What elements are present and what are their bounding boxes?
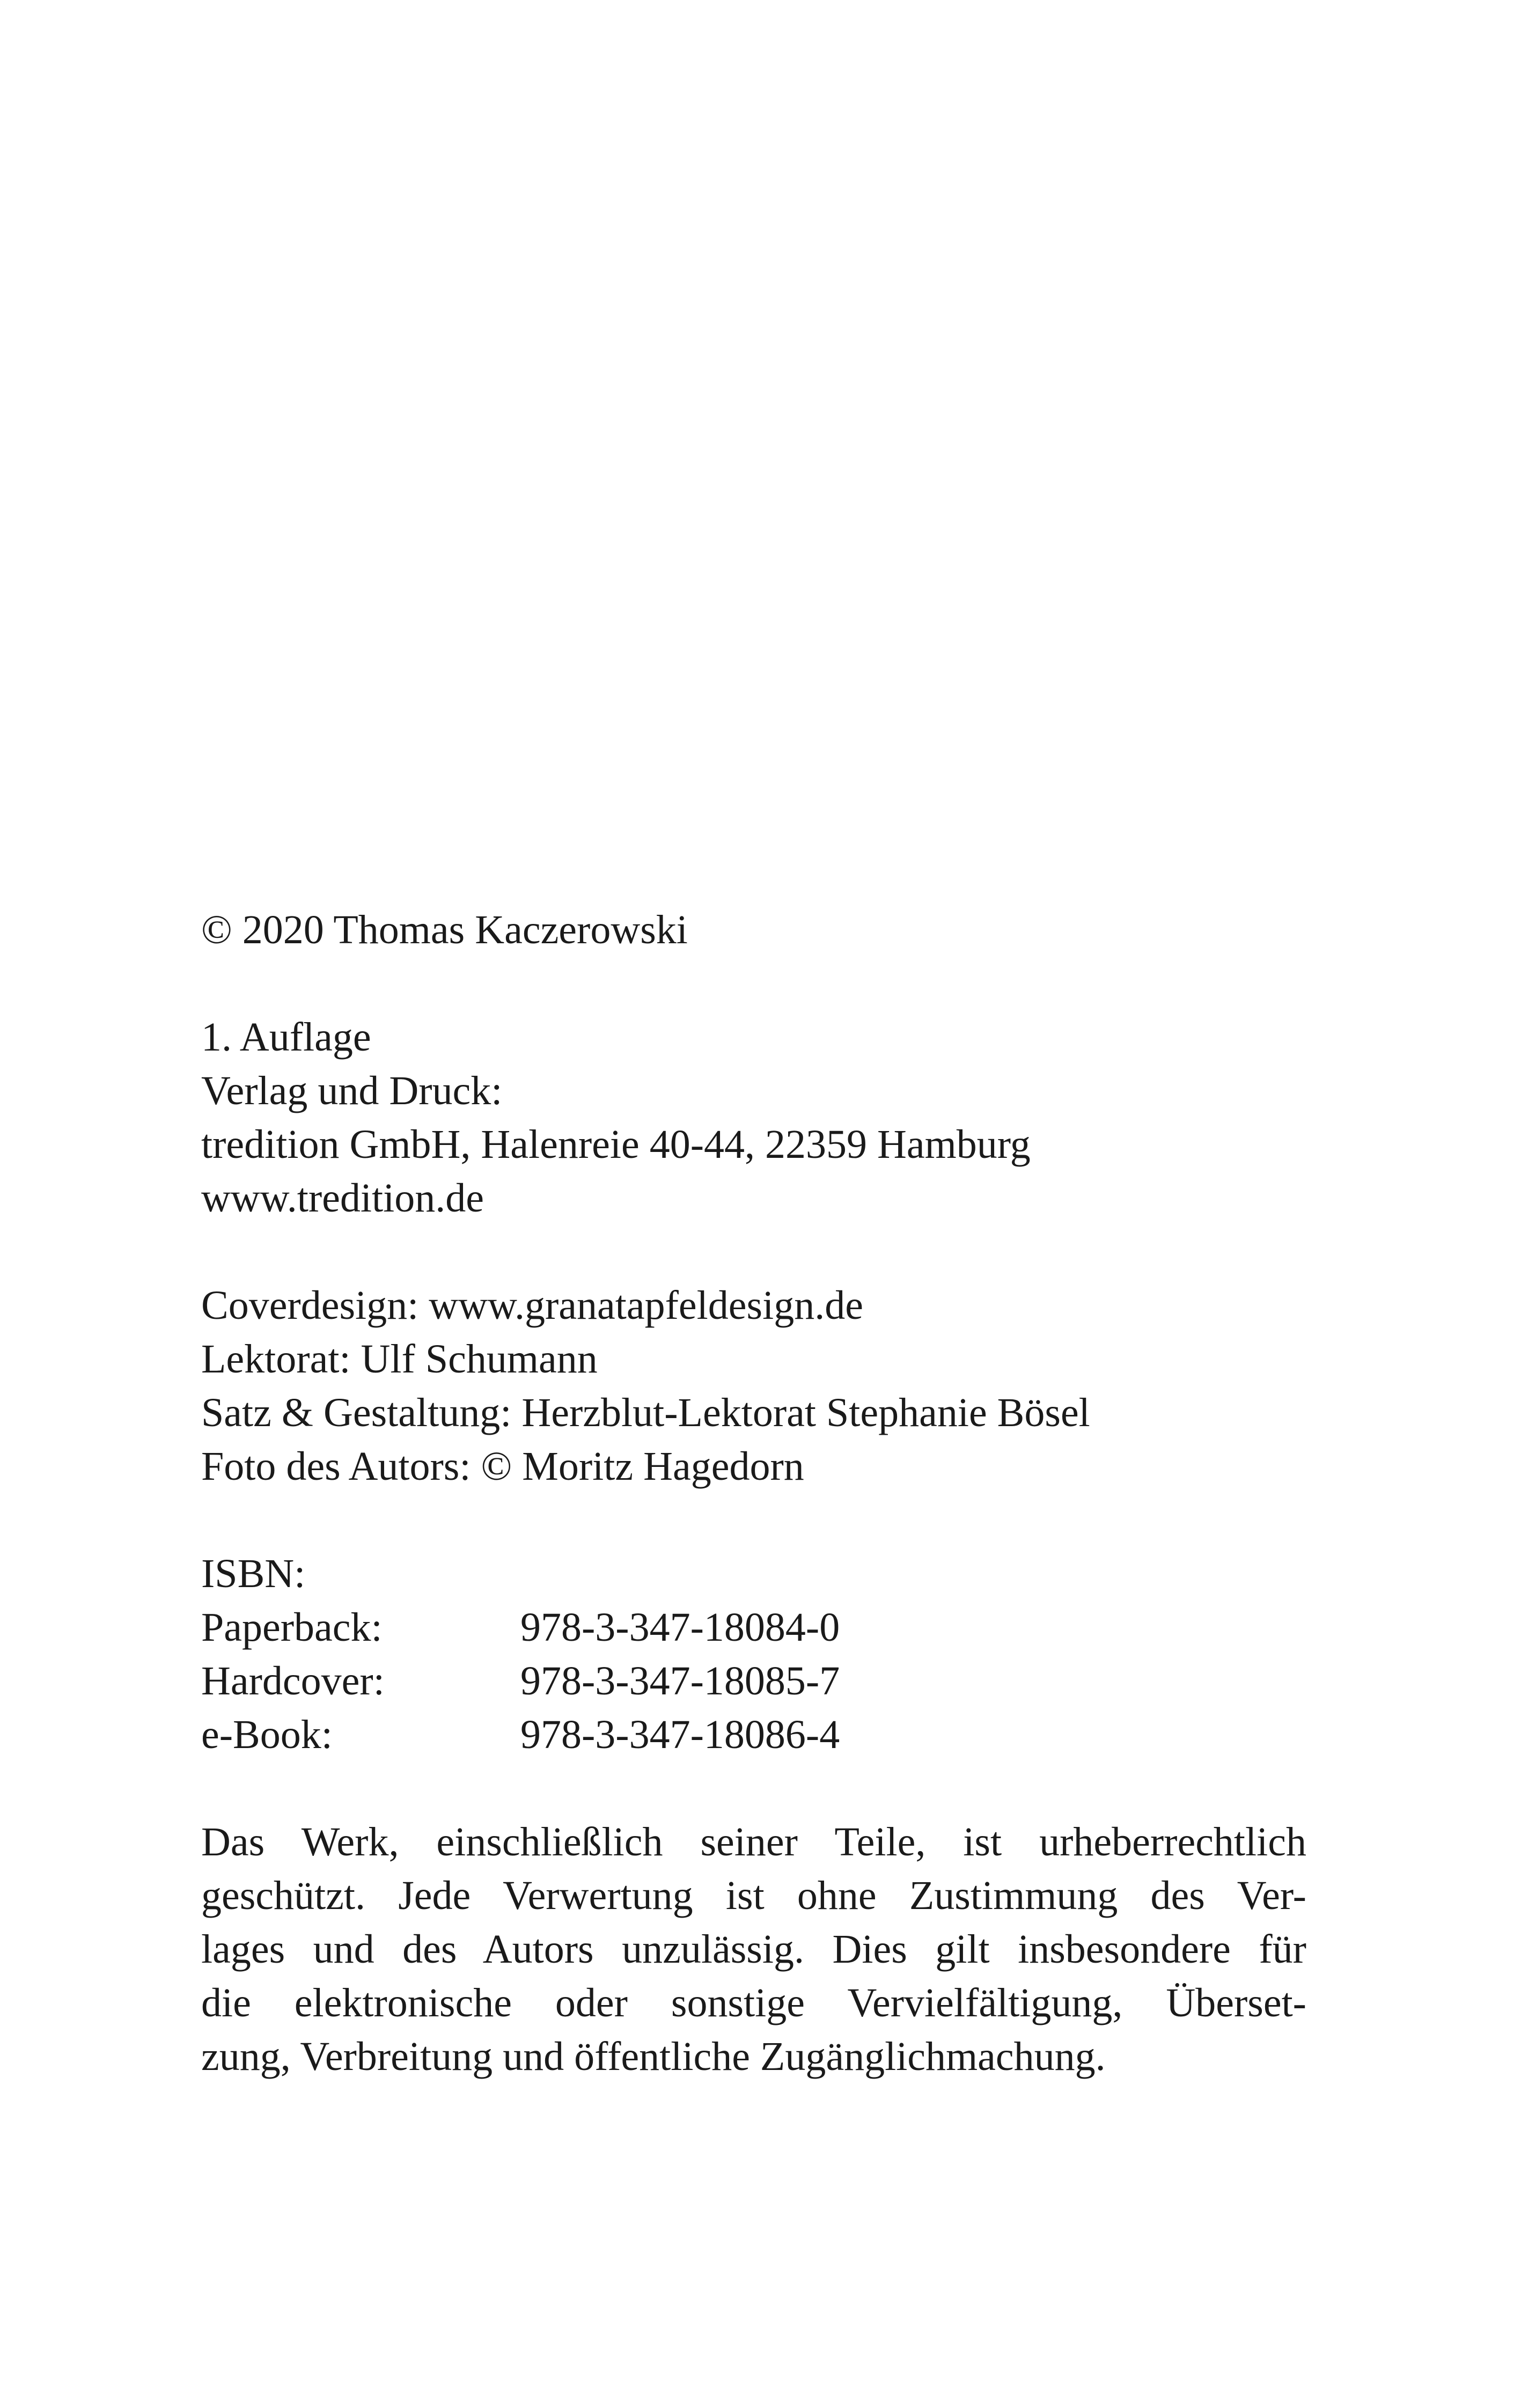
isbn-number: 978-3-347-18085-7 — [520, 1658, 840, 1704]
notice-line: Das Werk, einschließlich seiner Teile, ist urheberrechtlich — [201, 1819, 1306, 1864]
isbn-label: Hardcover: — [201, 1658, 385, 1704]
credits-block — [201, 1279, 1306, 1493]
spacer — [201, 1225, 1306, 1279]
imprint-block — [201, 903, 1306, 2083]
credit-author-photo: Foto des Autors: © Moritz Hagedorn — [201, 1444, 804, 1489]
spacer — [201, 1761, 1306, 1815]
copyright-line: © 2020 Thomas Kaczerowski — [201, 907, 688, 952]
isbn-row-hardcover — [201, 1654, 1306, 1708]
copyright-notice — [201, 1815, 1306, 2083]
publisher-heading: Verlag und Druck: — [201, 1068, 503, 1113]
isbn-label: Paperback: — [201, 1605, 383, 1650]
credit-typesetting: Satz & Gestaltung: Herzblut-Lektorat Stephanie Bösel — [201, 1390, 1090, 1435]
publisher-website: www.tredition.de — [201, 1176, 484, 1221]
spacer — [201, 1493, 1306, 1547]
publisher-address: tredition GmbH, Halenreie 40-44, 22359 Hamburg — [201, 1122, 1031, 1167]
credit-cover-design: Coverdesign: www.granatapfeldesign.de — [201, 1283, 863, 1328]
isbn-block — [201, 1547, 1306, 1761]
isbn-row-paperback — [201, 1601, 1306, 1654]
isbn-number: 978-3-347-18084-0 — [520, 1605, 840, 1650]
notice-line: geschützt. Jede Verwertung ist ohne Zustimmung des Ver- — [201, 1873, 1306, 1918]
isbn-label: e-Book: — [201, 1712, 333, 1757]
notice-line: die elektronische oder sonstige Vervielfältigung, Überset- — [201, 1980, 1306, 2025]
notice-line: zung, Verbreitung und öffentliche Zugänglichmachung. — [201, 2034, 1106, 2079]
isbn-heading: ISBN: — [201, 1551, 306, 1596]
edition-line: 1. Auflage — [201, 1015, 371, 1060]
publisher-block — [201, 1010, 1306, 1225]
isbn-row-ebook — [201, 1708, 1306, 1761]
spacer — [201, 957, 1306, 1010]
notice-line: lages und des Autors unzulässig. Dies gilt insbesondere für — [201, 1927, 1306, 1972]
isbn-number: 978-3-347-18086-4 — [520, 1712, 840, 1757]
credit-editor: Lektorat: Ulf Schumann — [201, 1337, 598, 1382]
